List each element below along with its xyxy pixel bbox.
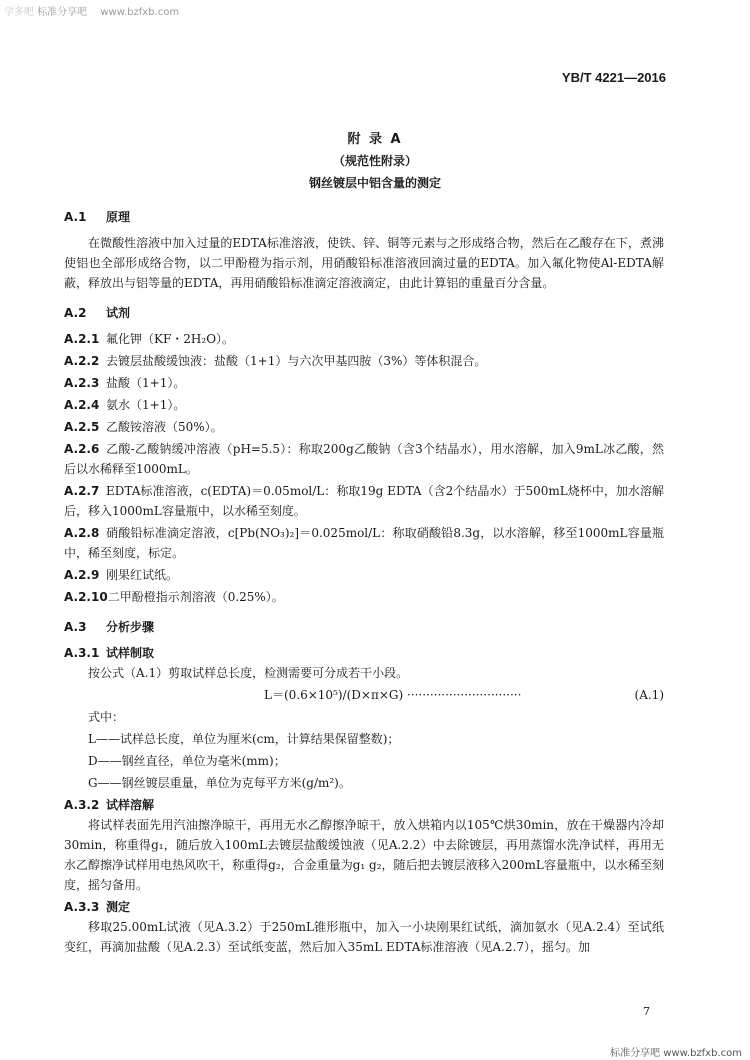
item-number: A.2.5 — [64, 420, 100, 434]
item-text: 硝酸铅标准滴定溶液，c[Pb(NO₃)₂]＝0.025mol/L：称取硝酸铅8.3g，以水溶解，移至1000mL容量瓶中，稀至刻度，标定。 — [64, 526, 664, 560]
section-a2-heading — [64, 303, 664, 323]
subsection-a33-heading — [64, 897, 664, 917]
item-text: EDTA标准溶液，c(EDTA)＝0.05mol/L：称取19g EDTA（含2个结晶水）于500mL烧杯中，加水溶解后，移入1000mL容量瓶中，以水稀至刻度。 — [64, 484, 664, 518]
reagent-item — [64, 395, 664, 415]
formula-a1 — [64, 685, 664, 705]
reagent-item — [64, 523, 664, 563]
standard-code: YB/T 4221—2016 — [561, 70, 666, 85]
reagent-list — [64, 329, 664, 607]
reagent-item — [64, 587, 664, 607]
item-text: 乙酸-乙酸钠缓冲溶液（pH=5.5）：称取200g乙酸钠（含3个结晶水），用水溶解，加入9mL冰乙酸，然后以水稀释至1000mL。 — [64, 442, 664, 476]
reagent-item — [64, 351, 664, 371]
section-a1-heading — [64, 207, 664, 227]
subsection-a31-intro: 按公式（A.1）剪取试样总长度，检测需要可分成若干小段。 — [88, 666, 409, 680]
formula-number: (A.1) — [634, 688, 664, 702]
item-text: 乙酸铵溶液（50%）。 — [106, 420, 223, 434]
reagent-item — [64, 373, 664, 393]
annex-title: 附 录 A — [347, 132, 403, 147]
subsection-title: 试样溶解 — [106, 798, 155, 812]
item-text: 盐酸（1+1）。 — [106, 376, 186, 390]
subsection-number: A.3.3 — [64, 900, 100, 914]
reagent-item — [64, 565, 664, 585]
subsection-a32-heading — [64, 795, 664, 815]
section-number: A.1 — [64, 210, 87, 224]
subsection-a31-heading — [64, 643, 664, 663]
formula-definition: G——钢丝镀层重量，单位为克每平方米(g/m²)。 — [88, 776, 351, 790]
annex-type: （规范性附录） — [332, 154, 417, 168]
subsection-number: A.3.2 — [64, 798, 100, 812]
formula-where: 式中： — [88, 710, 125, 724]
bottom-watermark: 标准分享吧 www.bzfxb.com — [610, 1048, 742, 1059]
item-text: 二甲酚橙指示剂溶液（0.25%）。 — [107, 590, 284, 604]
item-number: A.2.7 — [64, 484, 100, 498]
section-a3-heading — [64, 617, 664, 637]
reagent-item — [64, 481, 664, 521]
item-number: A.2.9 — [64, 568, 100, 582]
section-title: 原理 — [106, 210, 131, 224]
item-number: A.2.10 — [64, 590, 108, 604]
watermark-url: www.bzfxb.com — [100, 7, 180, 18]
formula-expression: L＝(0.6×10⁵)/(D×π×G) ······························ — [264, 688, 522, 702]
section-number: A.3 — [64, 620, 87, 634]
subsection-a33-text: 移取25.00mL试液（见A.3.2）于250mL锥形瓶中，加入一小块刚果红试纸，滴加氨水（见A.2.4）至试纸变红，再滴加盐酸（见A.2.3）至试纸变蓝，然后加入35mL EDTA标准溶液（见A.2.7），摇匀。加 — [64, 920, 664, 954]
formula-definition: L——试样总长度，单位为厘米(cm，计算结果保留整数)； — [88, 732, 400, 746]
item-number: A.2.8 — [64, 526, 100, 540]
section-title: 分析步骤 — [106, 620, 155, 634]
watermark-prefix: 学多吧 — [4, 7, 34, 18]
item-number: A.2.4 — [64, 398, 100, 412]
reagent-item — [64, 329, 664, 349]
reagent-item — [64, 439, 664, 479]
subsection-title: 测定 — [106, 900, 131, 914]
reagent-item — [64, 417, 664, 437]
top-watermark — [4, 3, 179, 18]
item-text: 刚果红试纸。 — [106, 568, 179, 582]
section-a1-text: 在微酸性溶液中加入过量的EDTA标准溶液，使铁、锌、铜等元素与之形成络合物，然后在乙酸存在下，煮沸使铝也全部形成络合物，以二甲酚橙为指示剂，用硝酸铅标准溶液回滴过量的EDTA。加入氟化物使Al-EDTA解蔽，释放出与铝等量的EDTA，再用硝酸铅标准滴定溶液滴定，由此计算铝的重量百分含量。 — [64, 236, 664, 290]
item-number: A.2.1 — [64, 332, 100, 346]
subsection-number: A.3.1 — [64, 646, 100, 660]
watermark-site: 标准分享吧 — [37, 7, 88, 18]
item-text: 氨水（1+1）。 — [106, 398, 186, 412]
item-number: A.2.3 — [64, 376, 100, 390]
item-text: 氟化钾（KF・2H₂O）。 — [106, 332, 235, 346]
section-number: A.2 — [64, 306, 87, 320]
item-number: A.2.2 — [64, 354, 100, 368]
item-number: A.2.6 — [64, 442, 100, 456]
section-title: 试剂 — [106, 306, 131, 320]
page-number: 7 — [643, 1005, 650, 1018]
item-text: 去镀层盐酸缓蚀液：盐酸（1+1）与六次甲基四胺（3%）等体积混合。 — [106, 354, 487, 368]
document-body — [64, 205, 664, 967]
annex-name: 钢丝镀层中铝含量的测定 — [308, 176, 441, 190]
subsection-a32-text: 将试样表面先用汽油擦净晾干，再用无水乙醇擦净晾干，放入烘箱内以105℃烘30min，放在干燥器内冷却30min，称重得g₁，随后放入100mL去镀层盐酸缓蚀液（见A.2.2）中去除镀层，再用蒸馏水洗净试样，再用无水乙醇擦净试样用电热风吹干，称重得g₂，合金重量为g₁ g₂，随后把去镀层液移入200mL容量瓶中，以水稀至刻度，摇匀备用。 — [64, 818, 665, 892]
subsection-title: 试样制取 — [106, 646, 155, 660]
formula-definition: D——钢丝直径，单位为毫米(mm)； — [88, 754, 286, 768]
